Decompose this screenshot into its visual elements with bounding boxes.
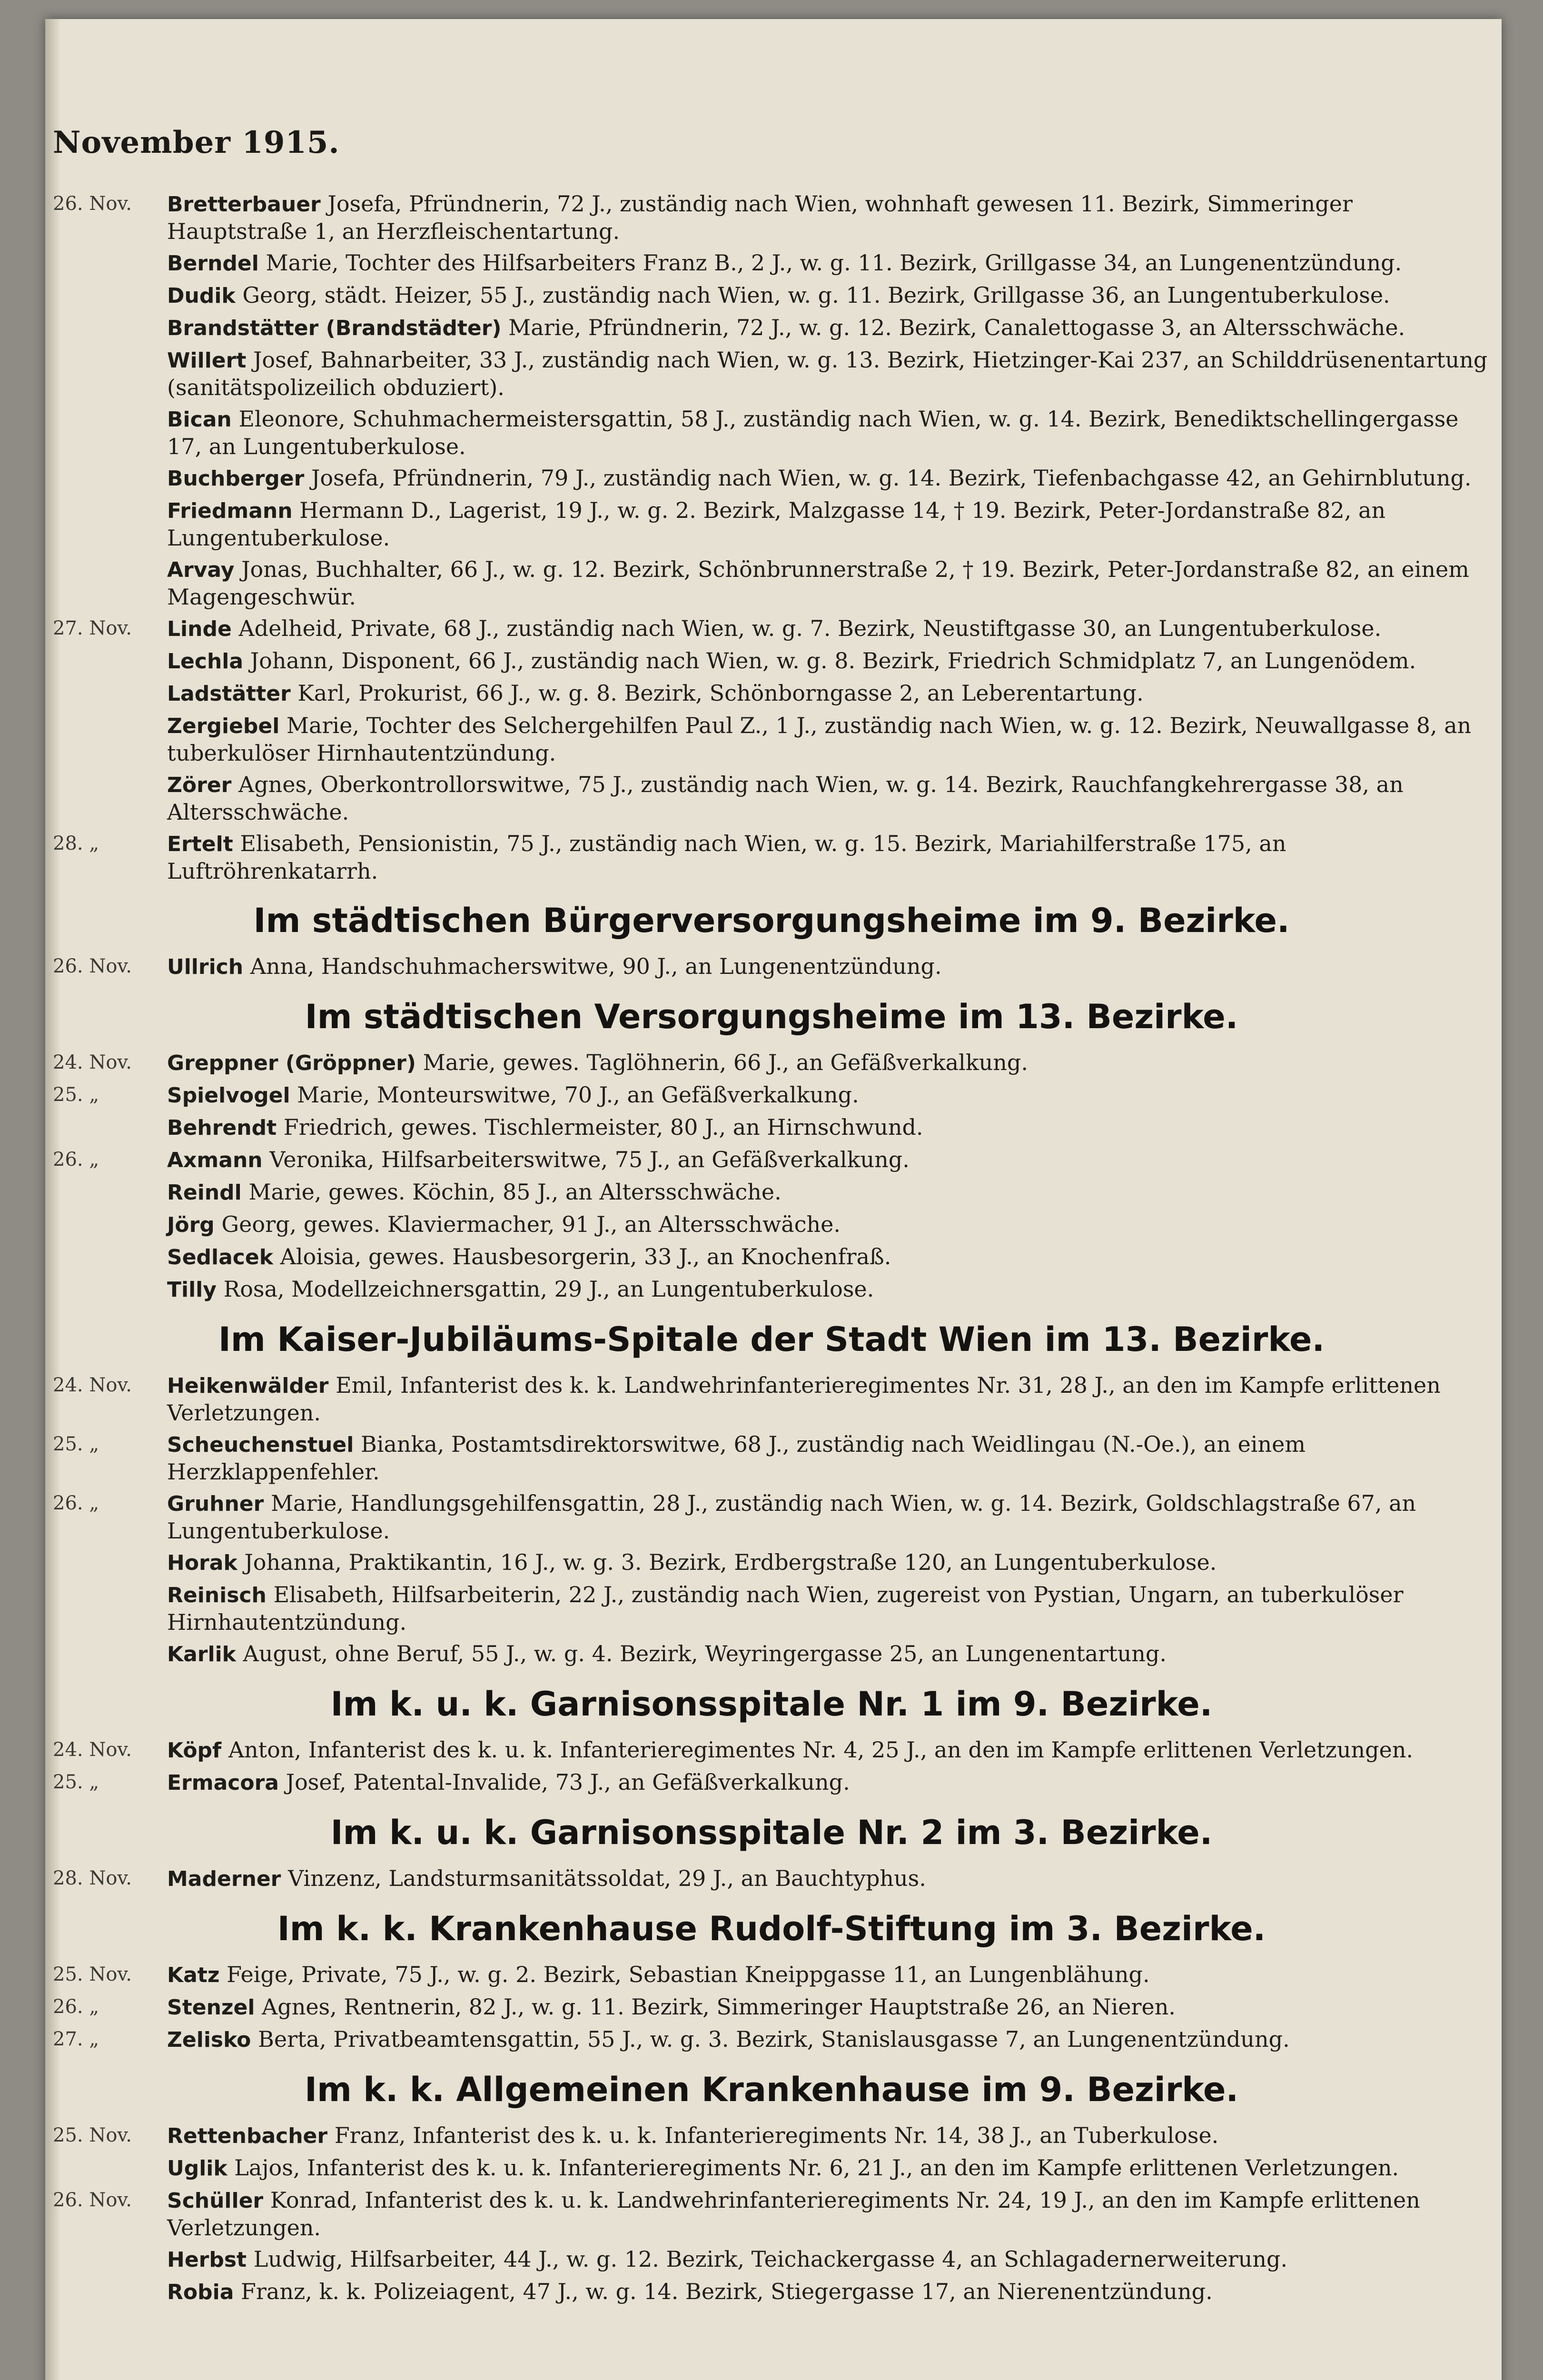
entry-surname: Behrendt xyxy=(167,1116,277,1140)
entry-surname: Lechla xyxy=(167,649,244,674)
register-entry xyxy=(53,771,1490,825)
entry-surname: Sedlacek xyxy=(167,1245,273,1269)
register-entry xyxy=(53,1581,1490,1636)
entry-surname: Stenzel xyxy=(167,1995,255,2020)
document-page xyxy=(45,19,1502,2380)
register-entry xyxy=(53,406,1490,460)
entry-details: Marie, gewes. Taglöhnerin, 66 J., an Gefäßverkalkung. xyxy=(423,1050,1028,1075)
entry-date: 25. „ xyxy=(53,1771,99,1793)
entry-details: Marie, Tochter des Selchergehilfen Paul Z., 1 J., zuständig nach Wien, w. g. 12. Bezirk, Neuwallgasse 8, an tuberkulöser Hirnhautentzündung. xyxy=(167,713,1472,766)
entry-details: Georg, gewes. Klaviermacher, 91 J., an Altersschwäche. xyxy=(221,1211,841,1237)
entry-surname: Willert xyxy=(167,348,247,373)
register-entry xyxy=(53,1211,1490,1239)
register-entry xyxy=(53,2246,1490,2273)
entry-details: Franz, Infanterist des k. u. k. Infanterieregiments Nr. 14, 38 J., an Tuberkulose. xyxy=(334,2122,1219,2148)
register-entry xyxy=(53,1276,1490,1303)
entry-date: 26. „ xyxy=(53,1149,99,1170)
register-entry xyxy=(53,1114,1490,1141)
entry-details: Lajos, Infanterist des k. u. k. Infanterieregiments Nr. 6, 21 J., an den im Kampfe erlittenen Verletzungen. xyxy=(234,2155,1399,2181)
entry-surname: Robia xyxy=(167,2280,234,2304)
section-heading: Im k. k. Allgemeinen Krankenhause im 9. Bezirke. xyxy=(304,2070,1239,2109)
entry-details: Hermann D., Lagerist, 19 J., w. g. 2. Bezirk, Malzgasse 14, † 19. Bezirk, Peter-Jordanstraße 82, an Lungentuberkulose. xyxy=(167,497,1386,551)
entry-surname: Arvay xyxy=(167,558,235,582)
entry-surname: Maderner xyxy=(167,1867,281,1891)
entry-details: Josefa, Pfründnerin, 72 J., zuständig nach Wien, wohnhaft gewesen 11. Bezirk, Simmeringer Hauptstraße 1, an Herzfleischentartung. xyxy=(167,191,1353,244)
entry-details: Bianka, Postamtsdirektorswitwe, 68 J., zuständig nach Weidlingau (N.-Oe.), an einem Herzklappenfehler. xyxy=(167,1431,1306,1485)
entry-details: Josefa, Pfründnerin, 79 J., zuständig nach Wien, w. g. 14. Bezirk, Tiefenbachgasse 42, an Gehirnblutung. xyxy=(311,465,1472,491)
entry-details: Aloisia, gewes. Hausbesorgerin, 33 J., an Knochenfraß. xyxy=(280,1244,891,1269)
entry-date: 26. Nov. xyxy=(53,193,132,215)
entry-details: Karl, Prokurist, 66 J., w. g. 8. Bezirk, Schönborngasse 2, an Leberentartung. xyxy=(297,680,1144,706)
entry-surname: Herbst xyxy=(167,2248,247,2272)
register-entry xyxy=(53,190,1490,245)
entry-details: Agnes, Oberkontrollorswitwe, 75 J., zuständig nach Wien, w. g. 14. Bezirk, Rauchfangkehrergasse 38, an Altersschwäche. xyxy=(167,772,1404,825)
entry-surname: Greppner (Gröppner) xyxy=(167,1051,416,1075)
entry-details: Jonas, Buchhalter, 66 J., w. g. 12. Bezirk, Schönbrunnerstraße 2, † 19. Bezirk, Peter-Jordanstraße 82, an einem Magengeschwür. xyxy=(167,556,1469,610)
register-entry xyxy=(53,314,1490,342)
register-entry xyxy=(53,1081,1490,1109)
entry-surname: Brandstätter (Brandstädter) xyxy=(167,316,502,340)
register-entry xyxy=(53,1243,1490,1271)
entry-surname: Uglik xyxy=(167,2156,227,2181)
entry-details: Marie, Monteurswitwe, 70 J., an Gefäßverkalkung. xyxy=(297,1082,859,1108)
register-entry xyxy=(53,647,1490,675)
register-entry xyxy=(53,1049,1490,1077)
entry-surname: Bican xyxy=(167,407,232,432)
entry-details: Vinzenz, Landsturmsanitätssoldat, 29 J., an Bauchtyphus. xyxy=(288,1865,926,1891)
entry-date: 24. Nov. xyxy=(53,1739,132,1761)
register-entry xyxy=(53,556,1490,610)
register-entry xyxy=(53,953,1490,981)
entry-surname: Axmann xyxy=(167,1148,263,1172)
section-heading: Im städtischen Bürgerversorgungsheime im 9. Bezirke. xyxy=(253,901,1290,940)
register-entry xyxy=(53,2154,1490,2182)
register-entry xyxy=(53,2187,1490,2241)
entry-surname: Zörer xyxy=(167,773,232,797)
register-entry xyxy=(53,1372,1490,1426)
register-entry xyxy=(53,1431,1490,1485)
entry-details: Agnes, Rentnerin, 82 J., w. g. 11. Bezirk, Simmeringer Hauptstraße 26, an Nieren. xyxy=(262,1994,1176,2020)
entry-details: Elisabeth, Hilfsarbeiterin, 22 J., zuständig nach Wien, zugereist von Pystian, Ungarn, an tuberkulöser Hirnhautentzündung. xyxy=(167,1582,1404,1635)
register-entry xyxy=(53,2278,1490,2306)
entry-date: 25. „ xyxy=(53,1433,99,1455)
entry-details: Johann, Disponent, 66 J., zuständig nach Wien, w. g. 8. Bezirk, Friedrich Schmidplatz 7, an Lungenödem. xyxy=(250,648,1416,674)
entry-date: 26. „ xyxy=(53,1492,99,1514)
entry-details: Berta, Privatbeamtensgattin, 55 J., w. g. 3. Bezirk, Stanislausgasse 7, an Lungenentzündung. xyxy=(258,2026,1290,2052)
entry-surname: Linde xyxy=(167,617,232,641)
entry-surname: Scheuchenstuel xyxy=(167,1433,354,1457)
entry-surname: Köpf xyxy=(167,1738,222,1763)
page-header: November 1915. xyxy=(53,125,340,160)
entry-details: Josef, Bahnarbeiter, 33 J., zuständig nach Wien, w. g. 13. Bezirk, Hietzinger-Kai 237, an Schilddrüsenentartung (sanitätspolizeilich obduziert). xyxy=(167,347,1488,400)
entry-details: Ludwig, Hilfsarbeiter, 44 J., w. g. 12. Bezirk, Teichackergasse 4, an Schlagadernerweiterung. xyxy=(253,2246,1288,2272)
entry-surname: Horak xyxy=(167,1551,237,1575)
entry-details: Franz, k. k. Polizeiagent, 47 J., w. g. 14. Bezirk, Stiegergasse 17, an Nierenentzündung. xyxy=(241,2279,1213,2304)
entry-date: 24. Nov. xyxy=(53,1051,132,1073)
entry-surname: Bretterbauer xyxy=(167,192,321,217)
entry-date: 25. Nov. xyxy=(53,2124,132,2146)
entry-surname: Friedmann xyxy=(167,499,293,523)
entry-date: 25. „ xyxy=(53,1084,99,1106)
entry-surname: Reinisch xyxy=(167,1583,267,1607)
register-entry xyxy=(53,830,1490,884)
register-entry xyxy=(53,680,1490,707)
entry-details: Feige, Private, 75 J., w. g. 2. Bezirk, Sebastian Kneippgasse 11, an Lungenblähung. xyxy=(227,1962,1150,1987)
register-entry xyxy=(53,1549,1490,1577)
register-entry xyxy=(53,1640,1490,1668)
entry-surname: Katz xyxy=(167,1963,220,1987)
entry-surname: Ladstätter xyxy=(167,682,291,706)
register-entry xyxy=(53,347,1490,401)
entry-surname: Zelisko xyxy=(167,2028,251,2052)
entry-date: 26. Nov. xyxy=(53,2189,132,2211)
entry-surname: Spielvogel xyxy=(167,1083,290,1108)
register-entry xyxy=(53,2026,1490,2053)
section-heading: Im k. k. Krankenhause Rudolf-Stiftung im 3. Bezirke. xyxy=(277,1909,1266,1948)
entry-surname: Berndel xyxy=(167,251,259,276)
register-entry xyxy=(53,1865,1490,1893)
register-entry xyxy=(53,1993,1490,2021)
register-entry xyxy=(53,1179,1490,1206)
register-entry xyxy=(53,1490,1490,1544)
entry-details: Anton, Infanterist des k. u. k. Infanterieregimentes Nr. 4, 25 J., an den im Kampfe erlittenen Verletzungen. xyxy=(228,1737,1414,1763)
entry-date: 28. „ xyxy=(53,833,99,854)
register-entry xyxy=(53,465,1490,492)
register-entry xyxy=(53,1769,1490,1796)
entry-surname: Ermacora xyxy=(167,1771,279,1795)
death-register-content xyxy=(53,190,1490,2311)
entry-details: Anna, Handschuhmacherswitwe, 90 J., an Lungenentzündung. xyxy=(250,953,942,979)
register-entry xyxy=(53,712,1490,766)
entry-date: 24. Nov. xyxy=(53,1374,132,1396)
entry-surname: Schüller xyxy=(167,2189,264,2213)
entry-date: 26. „ xyxy=(53,1996,99,2018)
entry-details: Josef, Patental-Invalide, 73 J., an Gefäßverkalkung. xyxy=(286,1769,850,1795)
entry-details: August, ohne Beruf, 55 J., w. g. 4. Bezirk, Weyringergasse 25, an Lungenentartung. xyxy=(243,1641,1167,1666)
entry-details: Marie, gewes. Köchin, 85 J., an Altersschwäche. xyxy=(248,1179,781,1205)
entry-surname: Dudik xyxy=(167,284,236,308)
entry-details: Friedrich, gewes. Tischlermeister, 80 J., an Hirnschwund. xyxy=(283,1114,923,1140)
entry-details: Eleonore, Schuhmachermeistersgattin, 58 J., zuständig nach Wien, w. g. 14. Bezirk, Benediktschellingergasse 17, an Lungentuberkulose. xyxy=(167,406,1459,459)
register-entry xyxy=(53,1961,1490,1989)
section-heading: Im k. u. k. Garnisonsspitale Nr. 2 im 3. Bezirke. xyxy=(330,1813,1213,1852)
section-heading: Im k. u. k. Garnisonsspitale Nr. 1 im 9. Bezirke. xyxy=(330,1685,1213,1724)
section-heading: Im Kaiser-Jubiläums-Spitale der Stadt Wien im 13. Bezirke. xyxy=(218,1320,1325,1359)
entry-details: Georg, städt. Heizer, 55 J., zuständig nach Wien, w. g. 11. Bezirk, Grillgasse 36, an Lungentuberkulose. xyxy=(242,282,1390,308)
entry-date: 27. „ xyxy=(53,2028,99,2050)
register-entry xyxy=(53,615,1490,643)
entry-details: Johanna, Praktikantin, 16 J., w. g. 3. Bezirk, Erdbergstraße 120, an Lungentuberkulose. xyxy=(244,1549,1217,1575)
entry-details: Rosa, Modellzeichnersgattin, 29 J., an Lungentuberkulose. xyxy=(223,1276,874,1302)
entry-details: Marie, Tochter des Hilfsarbeiters Franz B., 2 J., w. g. 11. Bezirk, Grillgasse 34, an Lungenentzündung. xyxy=(266,250,1402,276)
entry-surname: Jörg xyxy=(167,1213,215,1237)
entry-surname: Buchberger xyxy=(167,466,305,491)
entry-surname: Zergiebel xyxy=(167,714,280,738)
entry-details: Marie, Pfründnerin, 72 J., w. g. 12. Bezirk, Canalettogasse 3, an Altersschwäche. xyxy=(508,315,1405,340)
register-entry xyxy=(53,497,1490,551)
entry-surname: Tilly xyxy=(167,1278,217,1302)
entry-details: Konrad, Infanterist des k. u. k. Landwehrinfanterieregiments Nr. 24, 19 J., an den im Kampfe erlittenen Verletzungen. xyxy=(167,2187,1420,2241)
entry-details: Emil, Infanterist des k. k. Landwehrinfanterieregimentes Nr. 31, 28 J., an den im Kampfe erlittenen Verletzungen. xyxy=(167,1372,1441,1426)
entry-surname: Reindl xyxy=(167,1180,242,1205)
entry-details: Marie, Handlungsgehilfensgattin, 28 J., zuständig nach Wien, w. g. 14. Bezirk, Goldschlagstraße 67, an Lungentuberkulose. xyxy=(167,1490,1416,1544)
entry-date: 28. Nov. xyxy=(53,1867,132,1889)
register-entry xyxy=(53,282,1490,309)
entry-surname: Gruhner xyxy=(167,1492,264,1516)
entry-surname: Rettenbacher xyxy=(167,2124,328,2148)
register-entry xyxy=(53,249,1490,277)
entry-date: 26. Nov. xyxy=(53,955,132,977)
register-entry xyxy=(53,1736,1490,1764)
entry-date: 25. Nov. xyxy=(53,1964,132,1985)
entry-surname: Heikenwälder xyxy=(167,1374,329,1398)
entry-surname: Ullrich xyxy=(167,955,244,979)
entry-surname: Ertelt xyxy=(167,832,233,856)
entry-details: Elisabeth, Pensionistin, 75 J., zuständig nach Wien, w. g. 15. Bezirk, Mariahilferstraße 175, an Luftröhrenkatarrh. xyxy=(167,831,1286,884)
register-entry xyxy=(53,2122,1490,2150)
entry-surname: Karlik xyxy=(167,1642,236,1666)
entry-date: 27. Nov. xyxy=(53,617,132,639)
register-entry xyxy=(53,1146,1490,1174)
entry-details: Adelheid, Private, 68 J., zuständig nach Wien, w. g. 7. Bezirk, Neustiftgasse 30, an Lungentuberkulose. xyxy=(238,615,1382,641)
section-heading: Im städtischen Versorgungsheime im 13. Bezirke. xyxy=(305,997,1238,1036)
entry-details: Veronika, Hilfsarbeiterswitwe, 75 J., an Gefäßverkalkung. xyxy=(269,1147,910,1172)
